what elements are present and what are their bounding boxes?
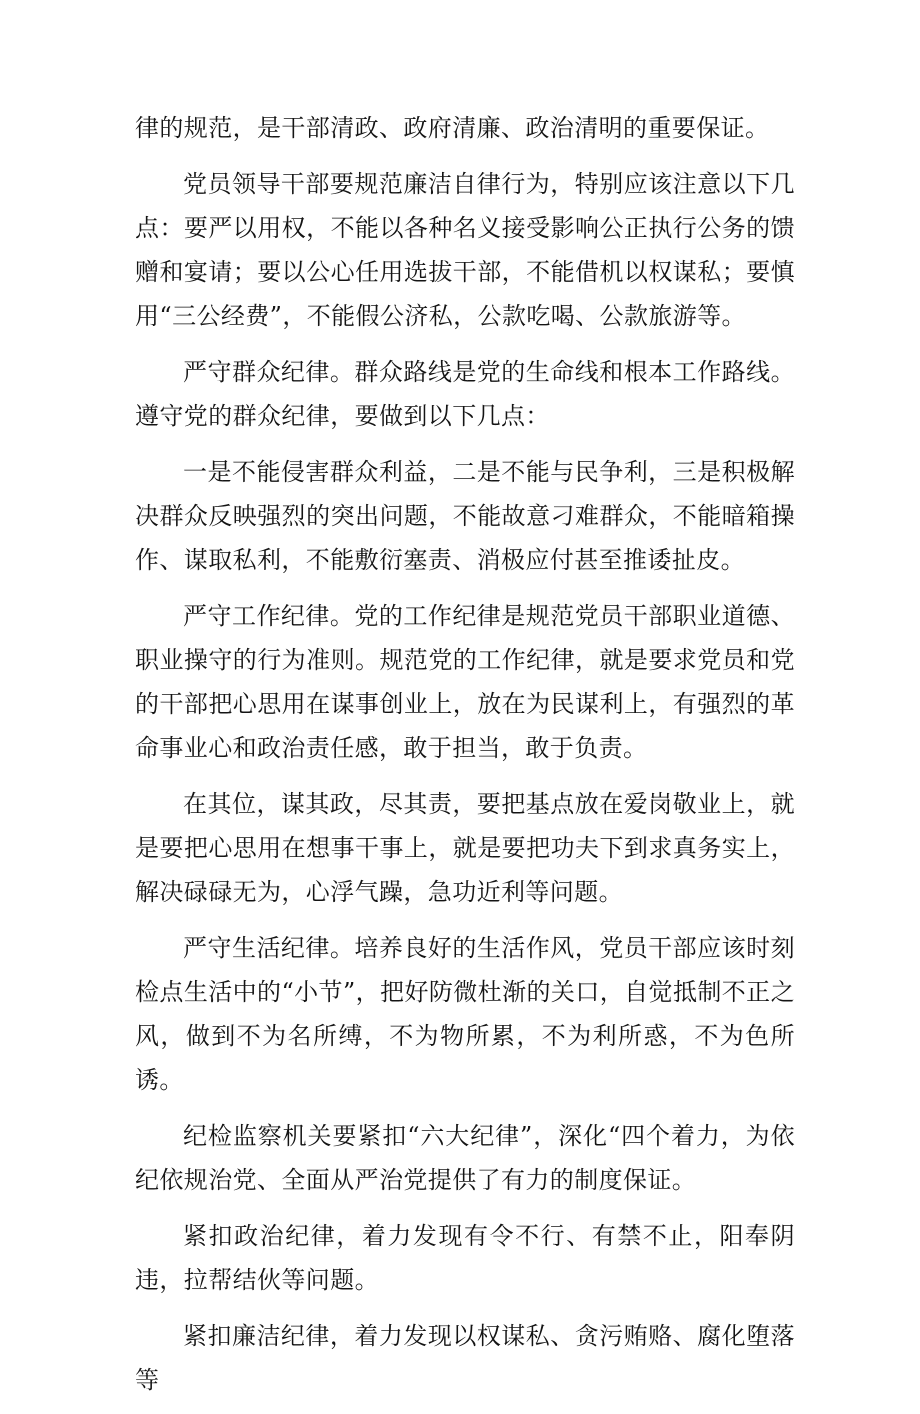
paragraph-10: 紧扣廉洁纪律，着力发现以权谋私、贪污贿赂、腐化堕落等 [135, 1322, 795, 1394]
paragraph-7: 严守生活纪律。培养良好的生活作风，党员干部应该时刻检点生活中的“小节”，把好防微杜渐的关口，自觉抵制不正之风，做到不为名所缚，不为物所累，不为利所惑，不为色所诱。 [135, 934, 795, 1094]
paragraph-4: 一是不能侵害群众利益，二是不能与民争利，三是积极解决群众反映强烈的突出问题，不能故意刁难群众，不能暗箱操作、谋取私利，不能敷衍塞责、消极应付甚至推诿扯皮。 [135, 458, 795, 574]
paragraph-1: 律的规范，是干部清政、政府清廉、政治清明的重要保证。 [135, 114, 770, 142]
paragraph-9: 紧扣政治纪律，着力发现有令不行、有禁不止，阳奉阴违，拉帮结伙等问题。 [135, 1222, 795, 1294]
paragraph-6: 在其位，谋其政，尽其责，要把基点放在爱岗敬业上，就是要把心思用在想事干事上，就是要把功夫下到求真务实上，解决碌碌无为，心浮气躁，急功近利等问题。 [135, 790, 795, 906]
paragraph-8: 纪检监察机关要紧扣“六大纪律”，深化“四个着力，为依纪依规治党、全面从严治党提供了有力的制度保证。 [135, 1122, 795, 1194]
paragraph-2: 党员领导干部要规范廉洁自律行为，特别应该注意以下几点：要严以用权，不能以各种名义接受影响公正执行公务的馈赠和宴请；要以公心任用选拔干部，不能借机以权谋私；要慎用“三公经费”，不能假公济私，公款吃喝、公款旅游等。 [135, 170, 795, 330]
paragraph-5: 严守工作纪律。党的工作纪律是规范党员干部职业道德、职业操守的行为准则。规范党的工作纪律，就是要求党员和党的干部把心思用在谋事创业上，放在为民谋利上，有强烈的革命事业心和政治责任感，敢于担当，敢于负责。 [135, 602, 795, 762]
document-body [135, 106, 795, 1414]
paragraph-3: 严守群众纪律。群众路线是党的生命线和根本工作路线。遵守党的群众纪律，要做到以下几点： [135, 358, 795, 430]
